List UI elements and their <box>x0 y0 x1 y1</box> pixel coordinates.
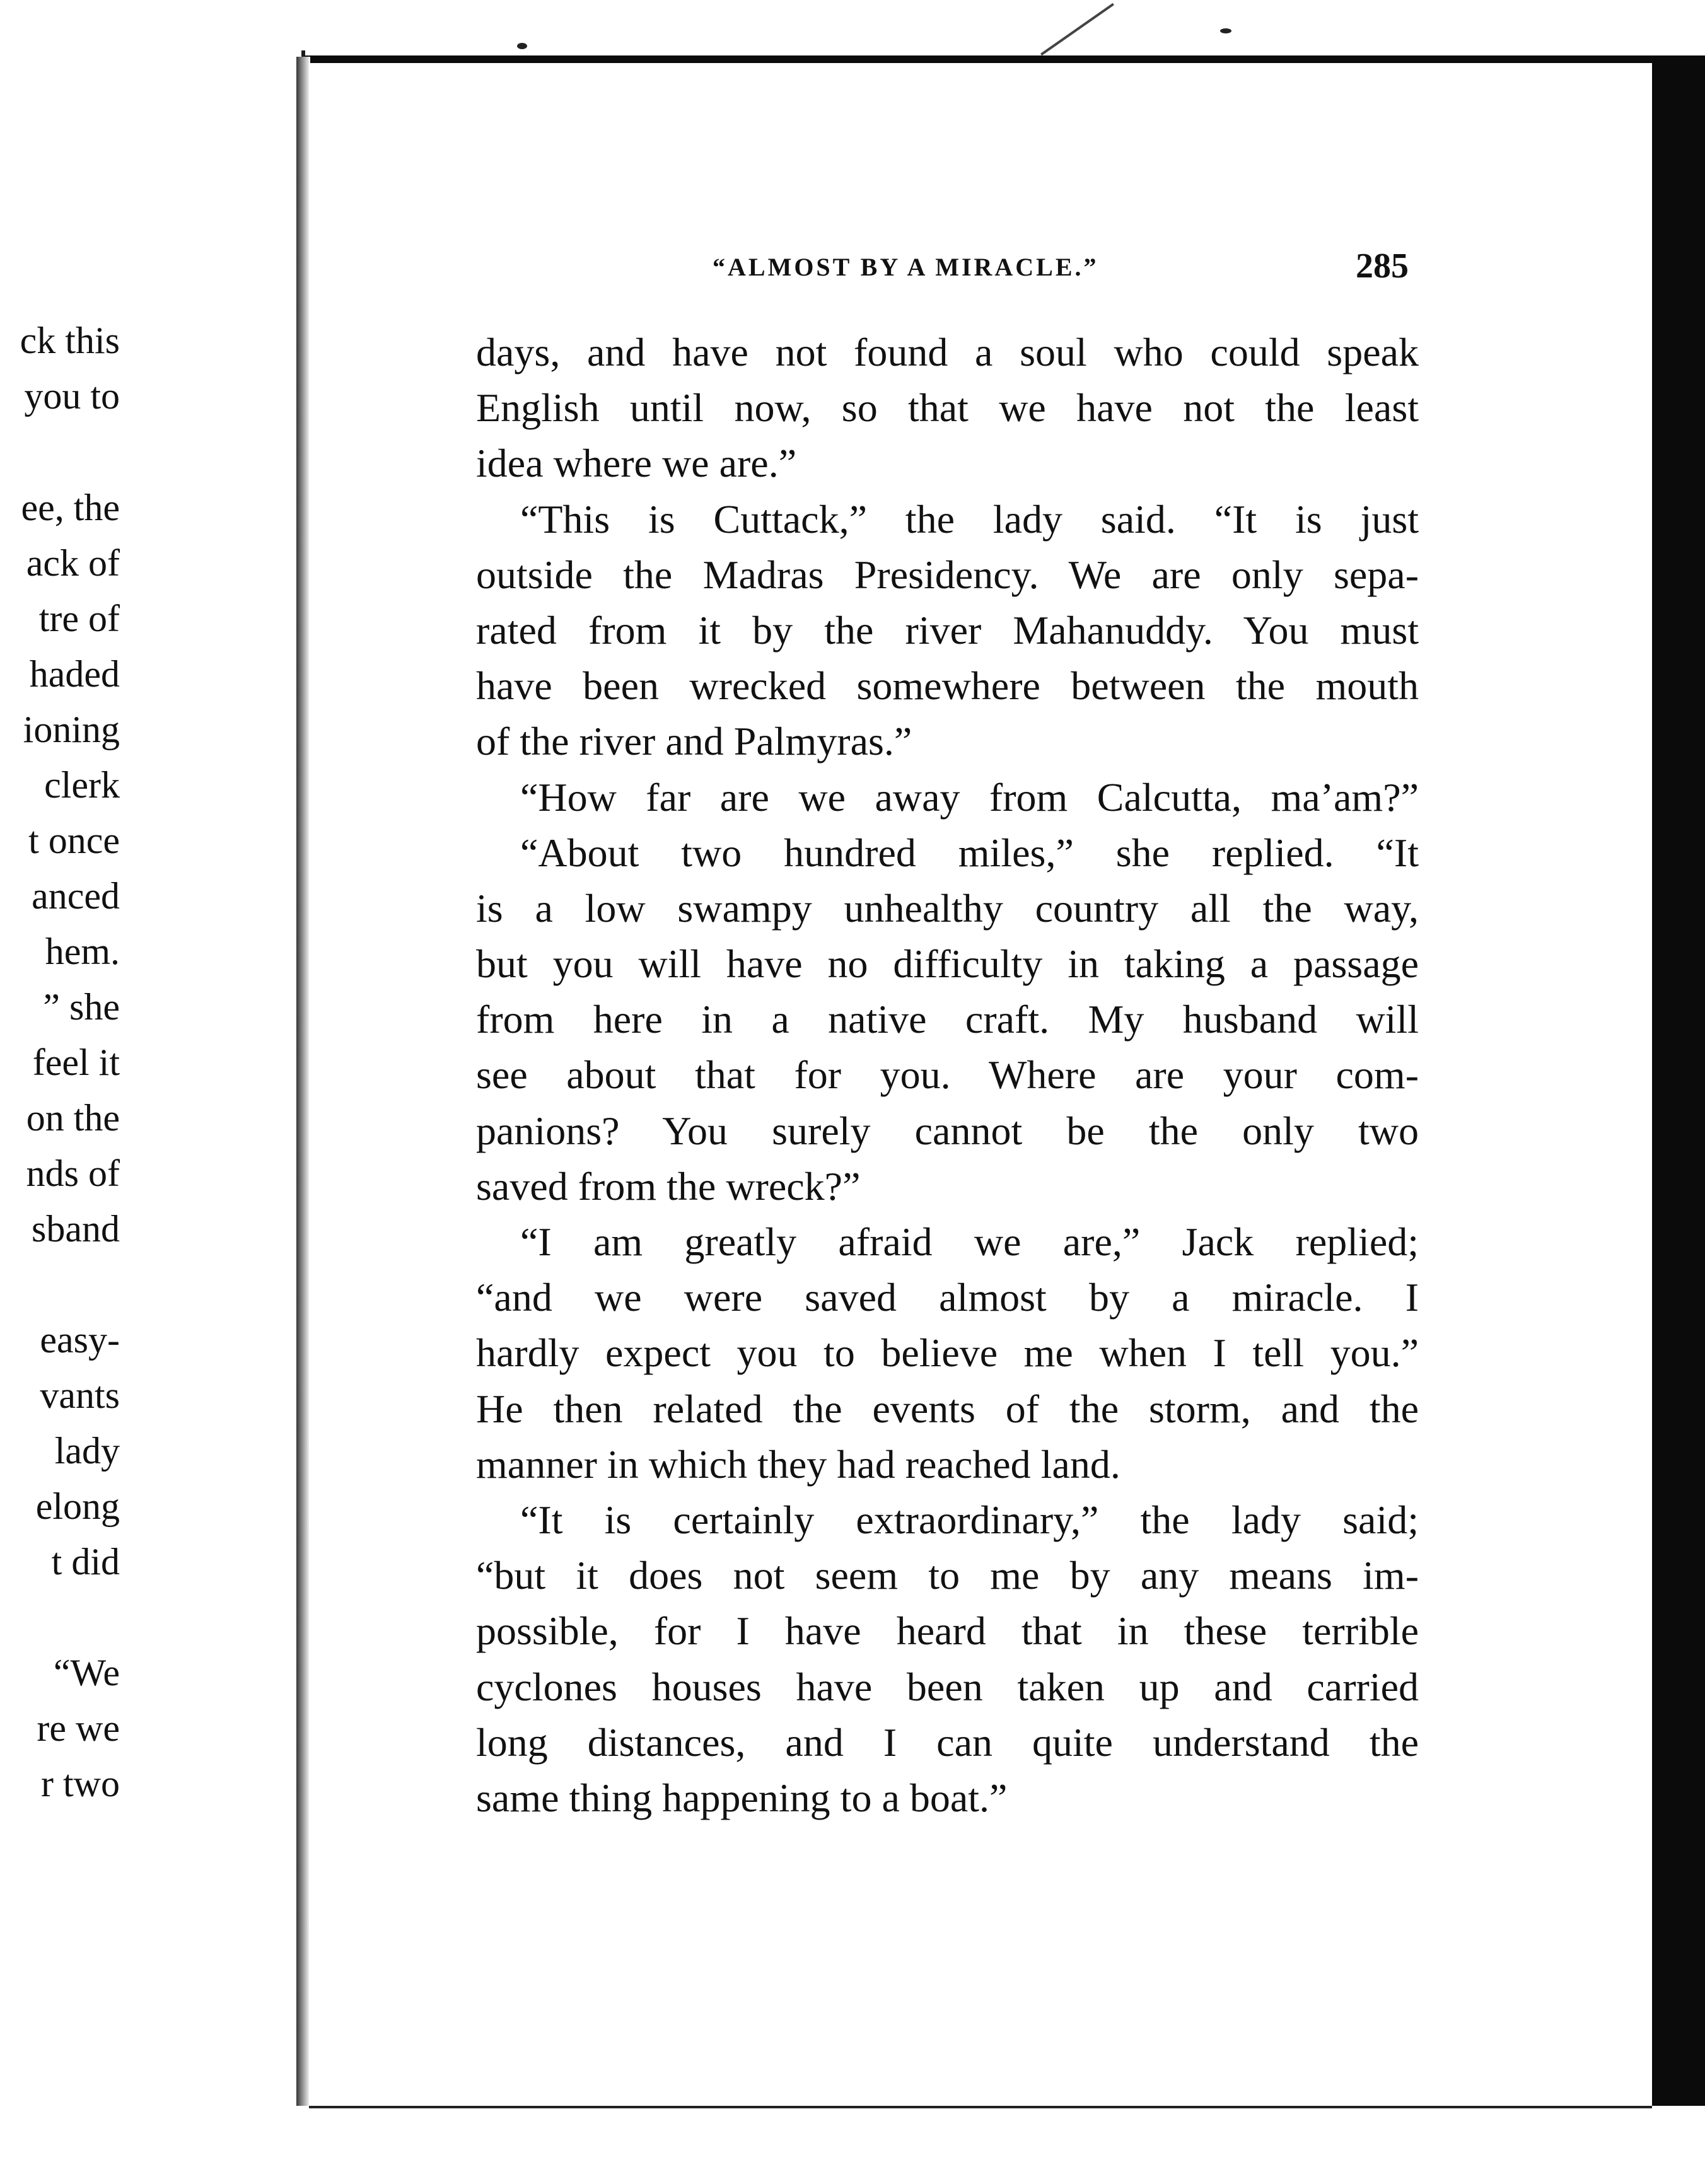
left-line: “We <box>53 1652 120 1693</box>
text-line: panions? You surely cannot be the only two <box>476 1108 1419 1153</box>
left-line: sband <box>32 1208 120 1250</box>
text-line: “How far are we away from Calcutta, ma’am?” <box>520 774 1419 820</box>
left-line: r two <box>41 1763 120 1804</box>
scan-speck <box>1220 28 1231 33</box>
text-line: is a low swampy unhealthy country all the way, <box>476 885 1419 931</box>
left-line: ” she <box>43 986 120 1028</box>
page-body-text <box>476 325 1419 1826</box>
left-line: lady <box>54 1430 120 1472</box>
text-line: “This is Cuttack,” the lady said. “It is just <box>520 496 1419 542</box>
text-line: same thing happening to a boat.” <box>476 1775 1008 1820</box>
left-line: ck this <box>20 320 120 361</box>
left-line: vants <box>40 1374 120 1416</box>
text-line: “It is certainly extraordinary,” the lady said; <box>520 1497 1419 1542</box>
text-line: outside the Madras Presidency. We are only sepa- <box>476 552 1419 597</box>
left-line: tre of <box>38 598 120 639</box>
text-line: but you will have no difficulty in taking a passage <box>476 941 1419 987</box>
text-line: “About two hundred miles,” she replied. “It <box>520 830 1419 875</box>
scan-background-top <box>0 0 1705 57</box>
running-header-title: “ALMOST BY A MIRACLE.” <box>713 253 1099 281</box>
scan-background-right <box>1652 57 1705 2106</box>
text-line: have been wrecked somewhere between the mouth <box>476 663 1419 709</box>
text-line: manner in which they had reached land. <box>476 1441 1120 1487</box>
book-gutter <box>296 57 310 2106</box>
text-line: from here in a native craft. My husband will <box>476 997 1419 1042</box>
text-line: English until now, so that we have not the least <box>476 385 1419 431</box>
text-line: He then related the events of the storm, and the <box>476 1386 1419 1431</box>
left-facing-page <box>0 50 305 2106</box>
text-line: hardly expect you to believe me when I tell you.” <box>476 1330 1419 1376</box>
left-line: ioning <box>23 709 120 750</box>
left-line: feel it <box>32 1042 120 1083</box>
left-line: t did <box>51 1541 120 1583</box>
text-line: days, and have not found a soul who could speak <box>476 330 1419 375</box>
left-line: anced <box>32 875 120 917</box>
left-line: clerk <box>44 764 120 806</box>
left-line: on the <box>26 1097 120 1139</box>
text-line: long distances, and I can quite understand the <box>476 1719 1419 1765</box>
page-number: 285 <box>1356 247 1409 286</box>
left-line: haded <box>29 653 120 695</box>
left-line: ack of <box>26 542 120 584</box>
text-line: of the river and Palmyras.” <box>476 719 912 764</box>
left-page-text <box>0 50 120 2106</box>
left-line: ee, the <box>21 487 120 528</box>
left-line: easy- <box>40 1319 120 1361</box>
left-line: elong <box>35 1485 120 1527</box>
left-line: t once <box>28 820 120 861</box>
text-line: saved from the wreck?” <box>476 1163 861 1209</box>
text-line: possible, for I have heard that in these terrible <box>476 1608 1419 1654</box>
text-line: rated from it by the river Mahanuddy. You must <box>476 607 1419 653</box>
scan-speck <box>517 43 527 49</box>
text-line: “and we were saved almost by a miracle. I <box>476 1275 1419 1320</box>
text-line: cyclones houses have been taken up and carried <box>476 1664 1419 1709</box>
left-line: re we <box>37 1707 120 1749</box>
left-line: hem. <box>45 931 120 972</box>
left-line: nds of <box>26 1153 120 1194</box>
text-line: “but it does not seem to me by any means im- <box>476 1553 1419 1598</box>
left-line: you to <box>24 375 120 417</box>
text-line: idea where we are.” <box>476 441 797 486</box>
text-line: “I am greatly afraid we are,” Jack replied; <box>520 1219 1419 1264</box>
text-line: see about that for you. Where are your com- <box>476 1052 1419 1098</box>
